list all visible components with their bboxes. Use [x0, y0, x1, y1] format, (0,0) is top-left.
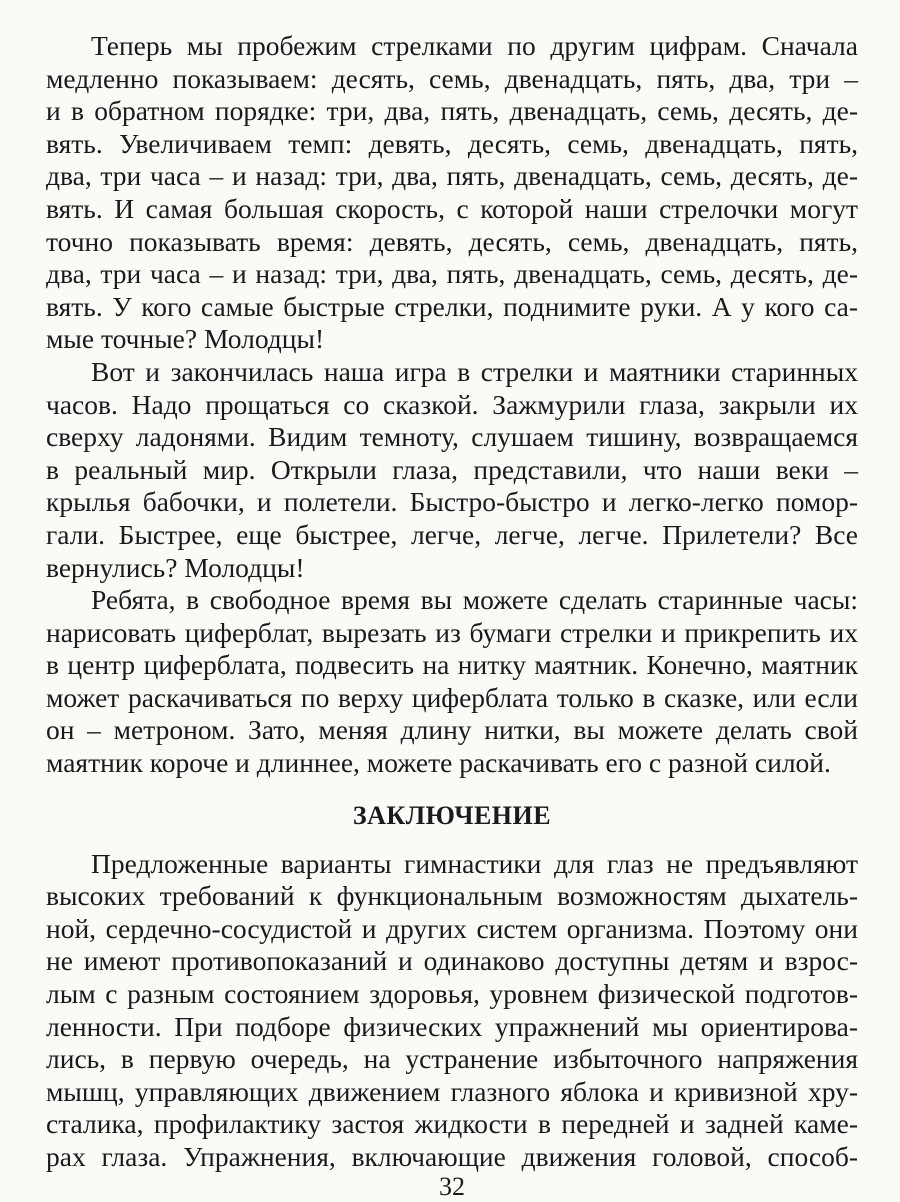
paragraph-conclusion: [46, 848, 858, 1174]
text-line: мышц, управляющих движением глазного яблока и кривизной хру-: [46, 1075, 858, 1107]
text-line: сталика, профилактику застоя жидкости в передней и задней каме-: [46, 1108, 858, 1140]
text-line: может раскачиваться по верху циферблата только в сказке, или если: [46, 681, 858, 713]
text-line: гали. Быстрее, еще быстрее, легче, легче, легче. Прилетели? Все: [46, 518, 858, 550]
text-line: Ребята, в свободное время вы можете сделать старинные часы:: [91, 584, 858, 616]
text-line: два, три часа – и назад: три, два, пять, двенадцать, семь, десять, де-: [46, 160, 858, 192]
paragraph-game-end: [46, 356, 858, 584]
text-line: сверху ладонями. Видим темноту, слушаем тишину, возвращаемся: [46, 421, 858, 453]
text-line: лым с разным состоянием здоровья, уровнем физической подготов-: [46, 978, 858, 1010]
section-heading: ЗАКЛЮЧЕНИЕ: [352, 800, 552, 830]
page-number: 32: [439, 1172, 465, 1201]
text-line: лись, в первую очередь, на устранение избыточного напряжения: [46, 1043, 858, 1075]
text-line: вять. У кого самые быстрые стрелки, поднимите руки. А у кого са-: [46, 290, 858, 322]
text-line: два, три часа – и назад: три, два, пять, двенадцать, семь, десять, де-: [46, 258, 858, 290]
text-line: и в обратном порядке: три, два, пять, двенадцать, семь, десять, де-: [46, 95, 858, 127]
paragraph-make-clock: [46, 584, 858, 780]
text-line: маятник короче и длиннее, можете раскачивать его с разной силой.: [46, 747, 831, 779]
text-line: медленно показываем: десять, семь, двенадцать, пять, два, три –: [46, 62, 858, 94]
text-line: вернулись? Молодцы!: [46, 551, 305, 583]
text-line: высоких требований к функциональным возможностям дыхатель-: [46, 880, 858, 912]
document-page: [46, 30, 858, 1201]
text-line: не имеют противопоказаний и одинаково доступны детям и взрос-: [46, 945, 858, 977]
text-line: вять. И самая большая скорость, с которой наши стрелочки могут: [46, 192, 858, 224]
text-line: Вот и закончилась наша игра в стрелки и маятники старинных: [91, 355, 858, 387]
text-line: ной, сердечно-сосудистой и других систем организма. Поэтому они: [46, 912, 858, 944]
text-line: часов. Надо прощаться со сказкой. Зажмурили глаза, закрыли их: [46, 388, 858, 420]
text-line: в реальный мир. Открыли глаза, представили, что наши веки –: [46, 453, 858, 485]
text-line: он – метроном. Зато, меняя длину нитки, вы можете делать свой: [46, 714, 858, 746]
paragraph-clock-hands: [46, 30, 858, 356]
text-line: Предложенные варианты гимнастики для глаз не предъявляют: [91, 847, 858, 879]
text-line: в центр циферблата, подвесить на нитку маятник. Конечно, маятник: [46, 649, 858, 681]
text-line: вять. Увеличиваем темп: девять, десять, семь, двенадцать, пять,: [46, 127, 858, 159]
text-line: рах глаза. Упражнения, включающие движения головой, способ-: [46, 1141, 858, 1172]
text-line: Теперь мы пробежим стрелками по другим цифрам. Сначала: [91, 30, 858, 61]
text-line: нарисовать циферблат, вырезать из бумаги стрелки и прикрепить их: [46, 616, 858, 648]
text-line: крылья бабочки, и полетели. Быстро-быстро и легко-легко помор-: [46, 486, 858, 518]
text-line: ленности. При подборе физических упражнений мы ориентирова-: [46, 1010, 858, 1042]
text-line: точно показывать время: девять, десять, семь, двенадцать, пять,: [46, 225, 858, 257]
text-line: мые точные? Молодцы!: [46, 323, 325, 355]
